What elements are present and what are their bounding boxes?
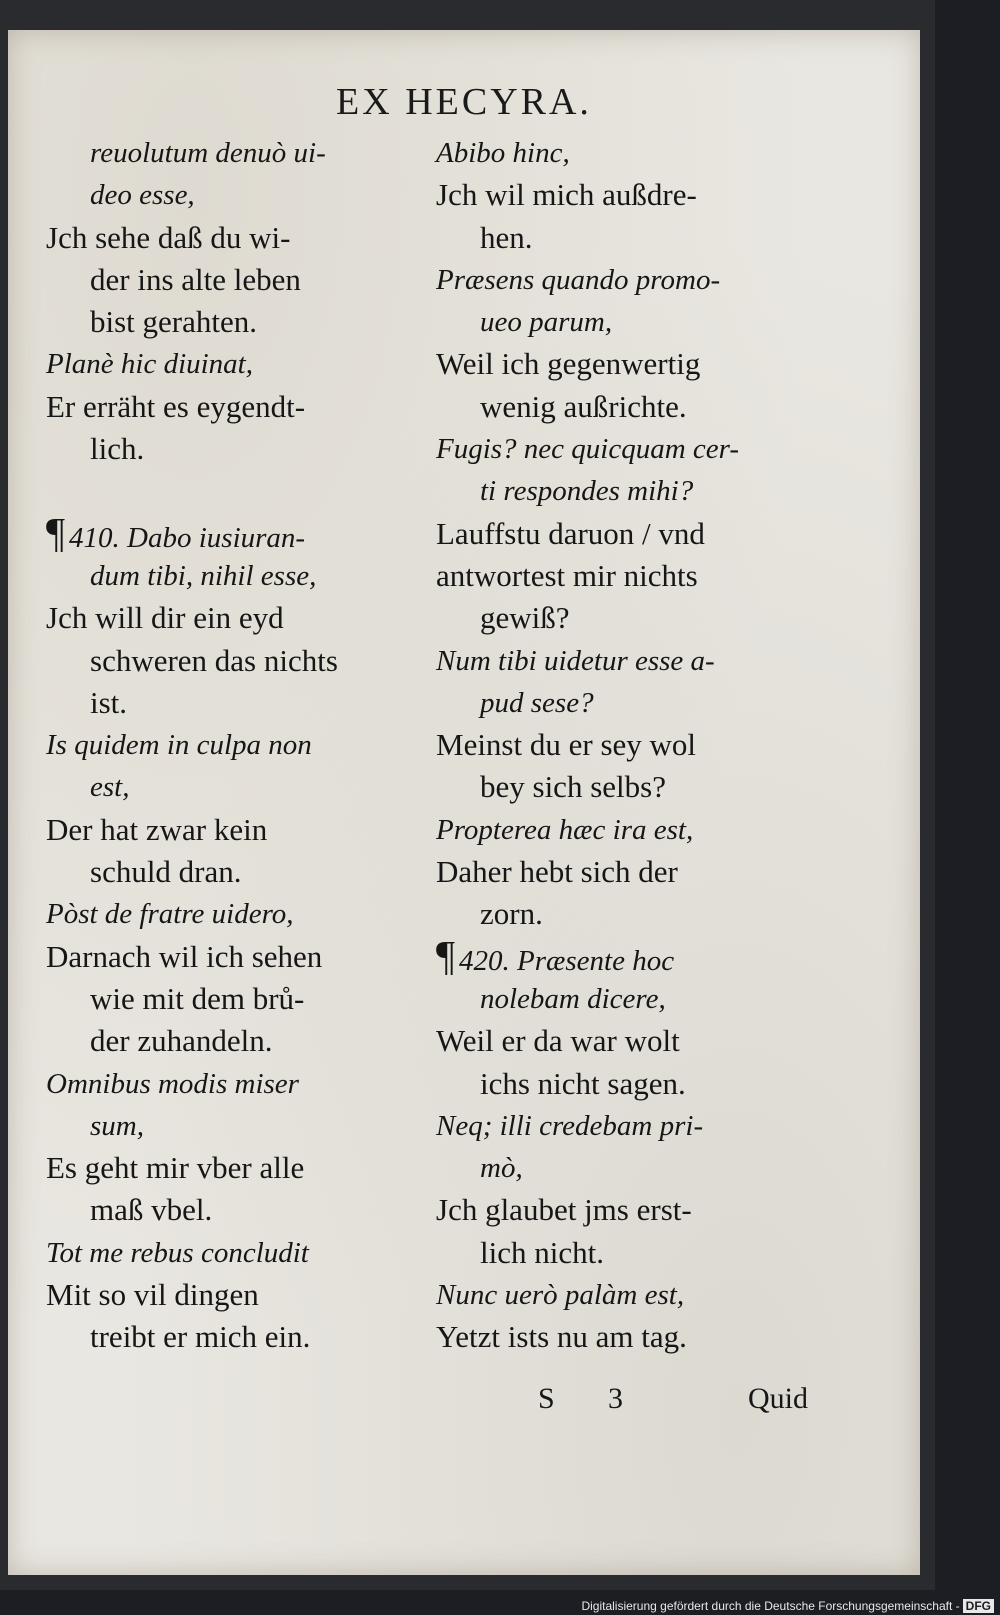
- line-text: Yetzt ists nu am tag.: [436, 1319, 687, 1355]
- line-text: schweren das nichts: [90, 642, 338, 678]
- text-line: [436, 1189, 796, 1231]
- line-text: Is quidem in culpa non: [46, 729, 312, 762]
- text-line: [46, 132, 406, 174]
- digitization-credit: [581, 1599, 994, 1613]
- text-line: [436, 893, 796, 935]
- line-text: Jch glaubet jms erst-: [436, 1192, 692, 1228]
- text-line: [46, 510, 406, 557]
- line-text: pud sese?: [480, 686, 594, 719]
- text-line: [46, 893, 406, 935]
- text-line: [436, 259, 796, 301]
- paragraph-mark: ¶: [46, 510, 66, 557]
- text-line: [436, 174, 796, 216]
- line-text: Fugis? nec quicquam cer-: [436, 433, 740, 466]
- line-text: 420. Præsente hoc: [459, 944, 675, 977]
- text-line: [46, 1189, 406, 1231]
- line-text: ichs nicht sagen.: [480, 1065, 686, 1101]
- text-line: [46, 597, 406, 639]
- text-line: [46, 809, 406, 851]
- running-head: EX HECYRA.: [336, 81, 592, 123]
- line-text: Weil ich gegenwertig: [436, 346, 701, 382]
- line-text: Omnibus modis miser: [46, 1067, 299, 1100]
- line-text: Neq; illi credebam pri-: [436, 1109, 704, 1142]
- line-text: treibt er mich ein.: [90, 1319, 311, 1355]
- text-line: [46, 1105, 406, 1147]
- text-line: [46, 470, 406, 512]
- line-text: lich.: [90, 431, 145, 467]
- right-column: [436, 132, 796, 1359]
- line-text: sum,: [90, 1109, 144, 1142]
- text-line: [436, 428, 796, 470]
- text-line: [46, 259, 406, 301]
- text-line: [46, 724, 406, 766]
- book-page: [8, 30, 920, 1575]
- line-text: Jch wil mich außdre-: [436, 177, 697, 213]
- text-line: [46, 1020, 406, 1062]
- line-text: est,: [90, 771, 130, 804]
- text-line: [46, 343, 406, 385]
- text-line: [46, 978, 406, 1020]
- line-text: Num tibi uidetur esse a-: [436, 644, 715, 677]
- text-line: [436, 217, 796, 259]
- line-text: Weil er da war wolt: [436, 1023, 680, 1059]
- line-text: Mit so vil dingen: [46, 1277, 259, 1313]
- line-text: Er erräht es eygendt-: [46, 388, 306, 424]
- line-text: ti respondes mihi?: [480, 475, 694, 508]
- dfg-logo: DFG: [963, 1599, 994, 1613]
- text-line: [436, 555, 796, 597]
- line-text: dum tibi, nihil esse,: [90, 559, 317, 592]
- line-text: Propterea hæc ira est,: [436, 813, 694, 846]
- line-text: Lauffstu daruon / vnd: [436, 515, 705, 551]
- text-line: [436, 1232, 796, 1274]
- text-line: [46, 386, 406, 428]
- text-line: [46, 1316, 406, 1358]
- line-text: maß vbel.: [90, 1192, 213, 1228]
- line-text: ist.: [90, 684, 128, 720]
- line-text: lich nicht.: [480, 1234, 604, 1270]
- text-line: [436, 978, 796, 1020]
- line-text: mò,: [480, 1152, 523, 1185]
- line-text: nolebam dicere,: [480, 982, 666, 1015]
- text-line: [46, 766, 406, 808]
- text-line: [436, 724, 796, 766]
- line-text: Es geht mir vber alle: [46, 1150, 305, 1186]
- text-line: [436, 1147, 796, 1189]
- line-text: Jch will dir ein eyd: [46, 600, 284, 636]
- signature-number: 3: [608, 1382, 623, 1415]
- line-text: Darnach wil ich sehen: [46, 938, 323, 974]
- line-text: hen.: [480, 219, 533, 255]
- line-text: Tot me rebus concludit: [46, 1236, 309, 1269]
- line-text: wenig außrichte.: [480, 388, 687, 424]
- line-text: Daher hebt sich der: [436, 854, 678, 890]
- line-text: gewiß?: [480, 600, 570, 636]
- text-line: [436, 513, 796, 555]
- signature-mark: S: [538, 1382, 555, 1415]
- text-line: [46, 640, 406, 682]
- text-line: [46, 1232, 406, 1274]
- text-line: [46, 682, 406, 724]
- text-line: [46, 301, 406, 343]
- text-line: [436, 301, 796, 343]
- text-line: [436, 1063, 796, 1105]
- line-text: Abibo hinc,: [436, 137, 570, 169]
- text-line: [46, 174, 406, 216]
- line-text: bist gerahten.: [90, 304, 258, 340]
- text-line: [46, 851, 406, 893]
- text-line: [436, 132, 796, 174]
- line-text: wie mit dem brů-: [90, 980, 305, 1016]
- line-text: schuld dran.: [90, 854, 242, 890]
- text-line: [436, 1020, 796, 1062]
- text-line: [436, 933, 796, 980]
- text-line: [436, 597, 796, 639]
- left-column: [46, 132, 406, 1359]
- line-text: Jch sehe daß du wi-: [46, 219, 291, 255]
- text-line: [46, 1274, 406, 1316]
- line-text: bey sich selbs?: [480, 769, 666, 805]
- line-text: der zuhandeln.: [90, 1023, 273, 1059]
- text-line: [436, 470, 796, 512]
- page-footer: [478, 1382, 808, 1424]
- text-line: [436, 640, 796, 682]
- text-line: [436, 343, 796, 385]
- line-text: reuolutum denuò ui-: [90, 137, 326, 169]
- line-text: deo esse,: [90, 179, 195, 212]
- line-text: zorn.: [480, 896, 543, 932]
- text-line: [46, 428, 406, 470]
- line-text: Nunc uerò palàm est,: [436, 1279, 685, 1312]
- line-text: Pòst de fratre uidero,: [46, 898, 294, 931]
- text-line: [46, 217, 406, 259]
- line-text: antwortest mir nichts: [436, 557, 698, 593]
- line-text: Meinst du er sey wol: [436, 727, 697, 763]
- text-line: [436, 1105, 796, 1147]
- text-line: [436, 1274, 796, 1316]
- text-line: [436, 1316, 796, 1358]
- line-text: Der hat zwar kein: [46, 811, 268, 847]
- line-text: 410. Dabo iusiuran-: [69, 521, 306, 554]
- catchword: Quid: [748, 1382, 808, 1415]
- paragraph-mark: ¶: [436, 933, 456, 980]
- text-line: [46, 555, 406, 597]
- text-line: [46, 1147, 406, 1189]
- text-line: [46, 936, 406, 978]
- text-line: [436, 386, 796, 428]
- line-text: der ins alte leben: [90, 261, 301, 297]
- line-text: Præsens quando promo-: [436, 263, 721, 296]
- credit-text: Digitalisierung gefördert durch die Deutsche Forschungsgemeinschaft -: [581, 1599, 960, 1613]
- text-line: [46, 1063, 406, 1105]
- text-line: [436, 682, 796, 724]
- text-line: [436, 851, 796, 893]
- text-line: [436, 766, 796, 808]
- text-line: [436, 809, 796, 851]
- line-text: ueo parum,: [480, 306, 613, 339]
- line-text: Planè hic diuinat,: [46, 348, 253, 381]
